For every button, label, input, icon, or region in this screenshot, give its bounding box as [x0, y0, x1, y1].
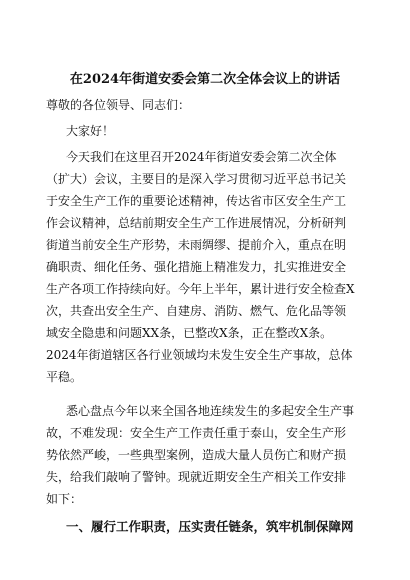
paragraph-line: 失，给我们敲响了警钟。现就近期安全生产相关工作安排 — [46, 470, 347, 484]
paragraph-line: 生产各项工作持续向好。今年上半年，累计进行安全检查X — [46, 282, 355, 296]
paragraph-line: 故，不难发现：安全生产工作责任重于泰山，安全生产形 — [46, 426, 347, 440]
paragraph-line: 2024年街道辖区各行业领域均未发生安全生产事故，总体 — [46, 348, 353, 362]
paragraph-line: 街道当前安全生产形势，未雨绸缪、提前介入，重点在明 — [46, 238, 347, 252]
paragraph-line: 悉心盘点今年以来全国各地连续发生的多起安全生产事 — [66, 404, 355, 418]
greeting: 大家好！ — [66, 124, 115, 138]
paragraph-line: 域安全隐患和问题XX条，已整改X条，正在整改X条。 — [46, 326, 333, 340]
paragraph-line: 今天我们在这里召开2024年街道安委会第二次全体 — [66, 150, 337, 164]
paragraph-line: 势依然严峻，一些典型案例，造成大量人员伤亡和财产损 — [46, 448, 347, 462]
document-title: 在2024年街道安委会第二次全体会议上的讲话 — [69, 72, 341, 87]
paragraph-line: （扩大）会议，主要目的是深入学习贯彻习近平总书记关 — [46, 172, 347, 186]
paragraph-line: 于安全生产工作的重要论述精神，传达省市区安全生产工 — [46, 194, 347, 208]
paragraph-line: 作会议精神，总结前期安全生产工作进展情况，分析研判 — [46, 216, 347, 230]
section-heading: 一、履行工作职责，压实责任链条，筑牢机制保障网 — [66, 519, 354, 534]
paragraph-line: 次，共查出安全生产、自建房、消防、燃气、危化品等领 — [46, 304, 347, 318]
paragraph-line: 平稳。 — [46, 370, 83, 384]
paragraph-line: 确职责、细化任务、强化措施上精准发力，扎实推进安全 — [46, 260, 347, 274]
salutation: 尊敬的各位领导、同志们： — [46, 98, 191, 112]
paragraph-line: 如下： — [46, 492, 83, 506]
